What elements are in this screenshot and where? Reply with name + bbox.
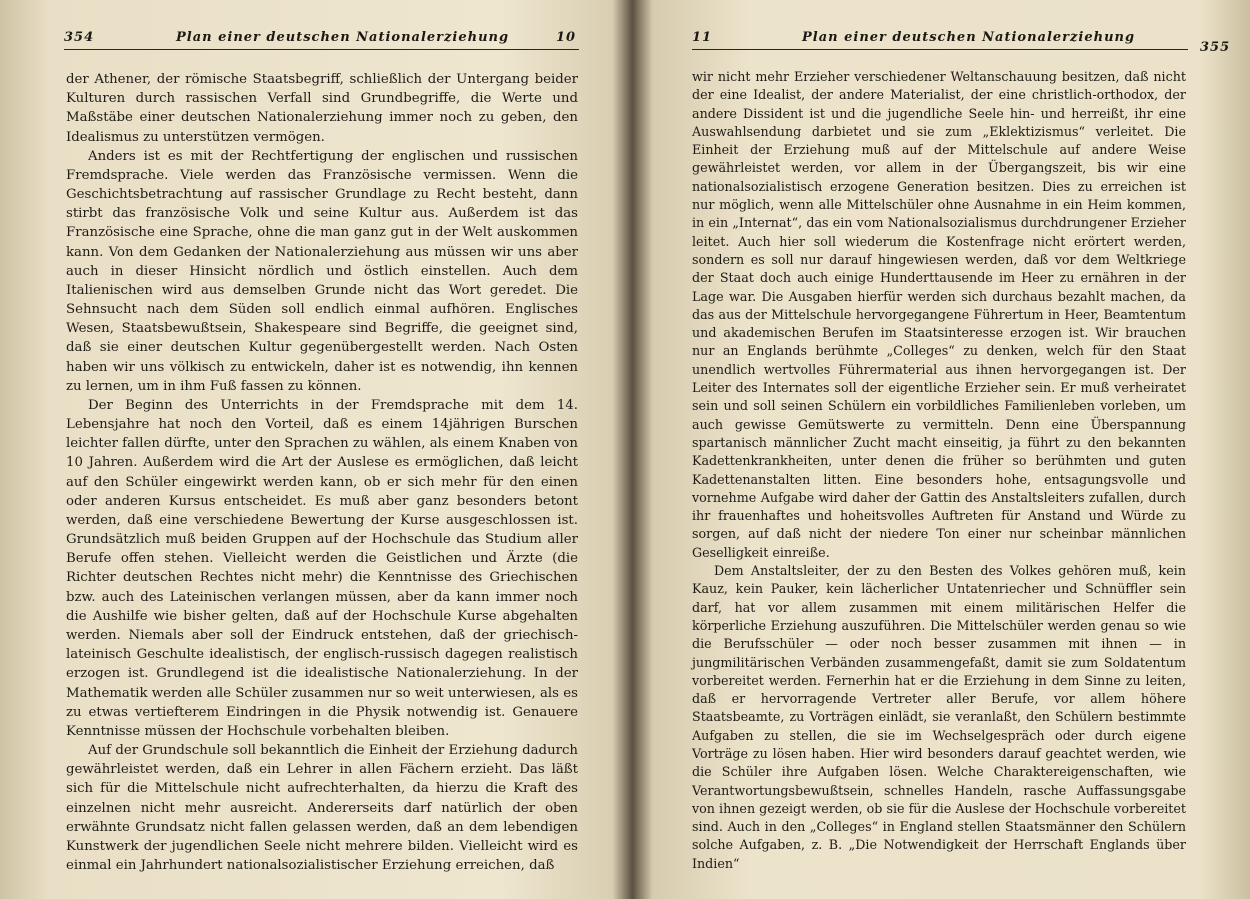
left-header-rule (64, 49, 579, 50)
paragraph: Der Beginn des Unterrichts in der Fremdsprache mit dem 14. Lebensjahre hat noch den Vorteil, daß es einem 14jährigen Burschen leichter fallen dürfte, unter den Sprachen zu wählen, als einem Knaben von 10 Jahren. Außerdem wird die Art der Auslese es ermöglichen, daß leicht auf den Schüler eingewirkt werden kann, ob er sich mehr für den einen oder anderen Kursus entscheidet. Es muß aber ganz besonders betont werden, daß eine verschiedene Bewertung der Kurse ausgeschlossen ist. Grundsätzlich muß beiden Gruppen auf der Hochschule das Studium aller Berufe offen stehen. Vielleicht werden die Geistlichen und Ärzte (die Richter deutschen Rechtes nicht mehr) die Kenntnisse des Griechischen bzw. auch des Lateinischen verlangen müssen, aber da kann immer noch die Aushilfe wie bisher gelten, daß auf der Hochschule Kurse abgehalten werden. Niemals aber soll der Eindruck entstehen, daß der griechisch-lateinisch Geschulte idealistisch, der englisch-russisch dagegen realistisch erzogen ist. Grundlegend ist die idealistische Nationalerziehung. In der Mathematik werden alle Schüler zusammen nur so weit unterwiesen, als es zu etwas vertiefterem Eindringen in die Physik notwendig ist. Genauere Kenntnisse müssen der Hochschule vorbehalten bleiben. (66, 397, 578, 739)
paragraph: Dem Anstaltsleiter, der zu den Besten des Volkes gehören muß, kein Kauz, kein Pauker, kein lächerlicher Untatenriecher und Schnüffler sein darf, hat vor allem zusammen mit einem militärischen Helfer die körperliche Erziehung auszuführen. Die Mittelschüler werden genau so wie die Berufsschüler — oder noch besser zusammen mit ihnen — in jungmilitärischen Verbänden zusammengefaßt, damit sie zum Soldatentum vorbereitet werden. Fernerhin hat er die Erziehung in dem Sinne zu leiten, daß er hervorragende Vertreter aller Berufe, vor allem höhere Staatsbeamte, zu Vorträgen einlädt, sie veranlaßt, den Schülern bestimmte Aufgaben zu stellen, die sie im Wechselgespräch oder durch eigene Vorträge zu lösen haben. Hier wird besonders darauf geachtet werden, wie die Schüler ihre Aufgaben lösen. Welche Charaktereigenschaften, wie Verantwortungsbewußtsein, schnelles Handeln, rasche Auffassungsgabe von ihnen gezeigt werden, ob sie für die Auslese der Hochschule vorbereitet sind. Auch in den „Colleges“ in England stellen Staatsmänner den Schülern solche Aufgaben, z. B. „Die Notwendigkeit der Herrschaft Englands über Indien“ (692, 563, 1186, 871)
paragraph: wir nicht mehr Erzieher verschiedener Weltanschauung besitzen, daß nicht der eine Idealist, der andere Materialist, der eine christlich-orthodox, der andere Dissident ist und die jugendliche Seele hin- und herreißt, ihr eine Auswahlsendung darbietet und sie zum „Eklektizismus“ verleitet. Die Einheit der Erziehung muß auf der Mittelschule auf andere Weise gewährleistet werden, vor allem in der Übergangszeit, bis wir eine nationalsozialistisch erzogene Generation besitzen. Dies zu erreichen ist nur möglich, wenn alle Mittelschüler ohne Ausnahme in ein Heim kommen, in ein „Internat“, das ein vom Nationalsozialismus durchdrungener Erzieher leitet. Auch hier soll wiederum die Kostenfrage nicht erörtert werden, sondern es soll nur darauf hingewiesen werden, daß vor dem Weltkriege der Staat doch auch einige Hunderttausende im Heer zu ernähren in der Lage war. Die Ausgaben hierfür werden sich durchaus bezahlt machen, da das aus der Mittelschule hervorgegangene Führertum in Heer, Beamtentum und akademischen Berufen im Staatsinteresse erzogen ist. Wir brauchen nur an Englands berühmte „Colleges“ zu denken, welch für den Staat unendlich wertvolles Führermaterial aus ihnen hervorgegangen ist. Der Leiter des Internates soll der eigentliche Erzieher sein. Er muß verheiratet sein und soll seinen Schülern ein vorbildliches Familienleben vorleben, um auch gewisse Gemütswerte zu vermitteln. Denn eine Überspannung spartanisch männlicher Zucht macht einseitig, ja führt zu den bekannten Kadettenkrankheiten, unter denen die früher so berühmten und guten Kadettenanstalten litten. Eine besonders hohe, entsagungsvolle und vornehme Aufgabe wird daher der Gattin des Anstaltsleiters zufallen, durch ihr frauenhaftes und hoheitsvolles Auftreten für Anstand und Würde zu sorgen, auf daß nicht der niedere Ton einer nur scheinbar männlichen Geselligkeit einreiße. (692, 69, 1186, 560)
left-signature-mark: 10 (556, 30, 577, 45)
right-running-title: Plan einer deutschen Nationalerziehung (802, 30, 1136, 45)
right-body-text (692, 68, 1186, 873)
left-body-text (66, 70, 578, 875)
right-header-rule (692, 49, 1188, 50)
paragraph: Anders ist es mit der Rechtfertigung der englischen und russischen Fremdsprache. Viele werden das Französische vermissen. Wenn die Geschichtsbetrachtung auf rassischer Grundlage zu Recht besteht, dann stirbt das französische Volk und seine Kultur aus. Außerdem ist das Französische eine Sprache, ohne die man ganz gut in der Welt auskommen kann. Von dem Gedanken der Nationalerziehung aus müssen wir uns aber auch in dieser Hinsicht nördlich und östlich einstellen. Auch dem Italienischen wird aus demselben Grunde nicht das Wort geredet. Die Sehnsucht nach dem Süden soll endlich einmal aufhören. Englisches Wesen, Staatsbewußtsein, Shakespeare sind Begriffe, die geeignet sind, daß sie einer deutschen Kultur gegenübergestellt werden. Nach Osten haben wir uns völkisch zu entwickeln, daher ist es notwendig, ihn kennen zu lernen, um in ihm Fuß fassen zu können. (66, 148, 578, 394)
right-page (640, 0, 1250, 899)
paragraph: der Athener, der römische Staatsbegriff, schließlich der Untergang beider Kulturen durch rassischen Verfall sind Grundbegriffe, die Werte und Maßstäbe einer deutschen Nationalerziehung immer noch zu geben, den Idealismus zu unterstützen vermögen. (66, 72, 578, 145)
left-running-title: Plan einer deutschen Nationalerziehung (176, 30, 510, 45)
paragraph: Auf der Grundschule soll bekanntlich die Einheit der Erziehung dadurch gewährleistet werden, daß ein Lehrer in allen Fächern erzieht. Das läßt sich für die Mittelschule nicht aufrechterhalten, da hierzu die Kraft des einzelnen nicht mehr ausreicht. Andererseits darf natürlich der oben erwähnte Grundsatz nicht fallen gelassen werden, daß an dem lebendigen Kunstwerk der jugendlichen Seele nicht mehrere bilden. Vielleicht wird es einmal ein Jahrhundert nationalsozialistischer Erziehung erreichen, daß (66, 743, 578, 874)
left-page-number: 354 (64, 30, 95, 45)
right-signature-mark: 11 (692, 30, 713, 45)
right-page-number: 355 (1200, 40, 1231, 55)
